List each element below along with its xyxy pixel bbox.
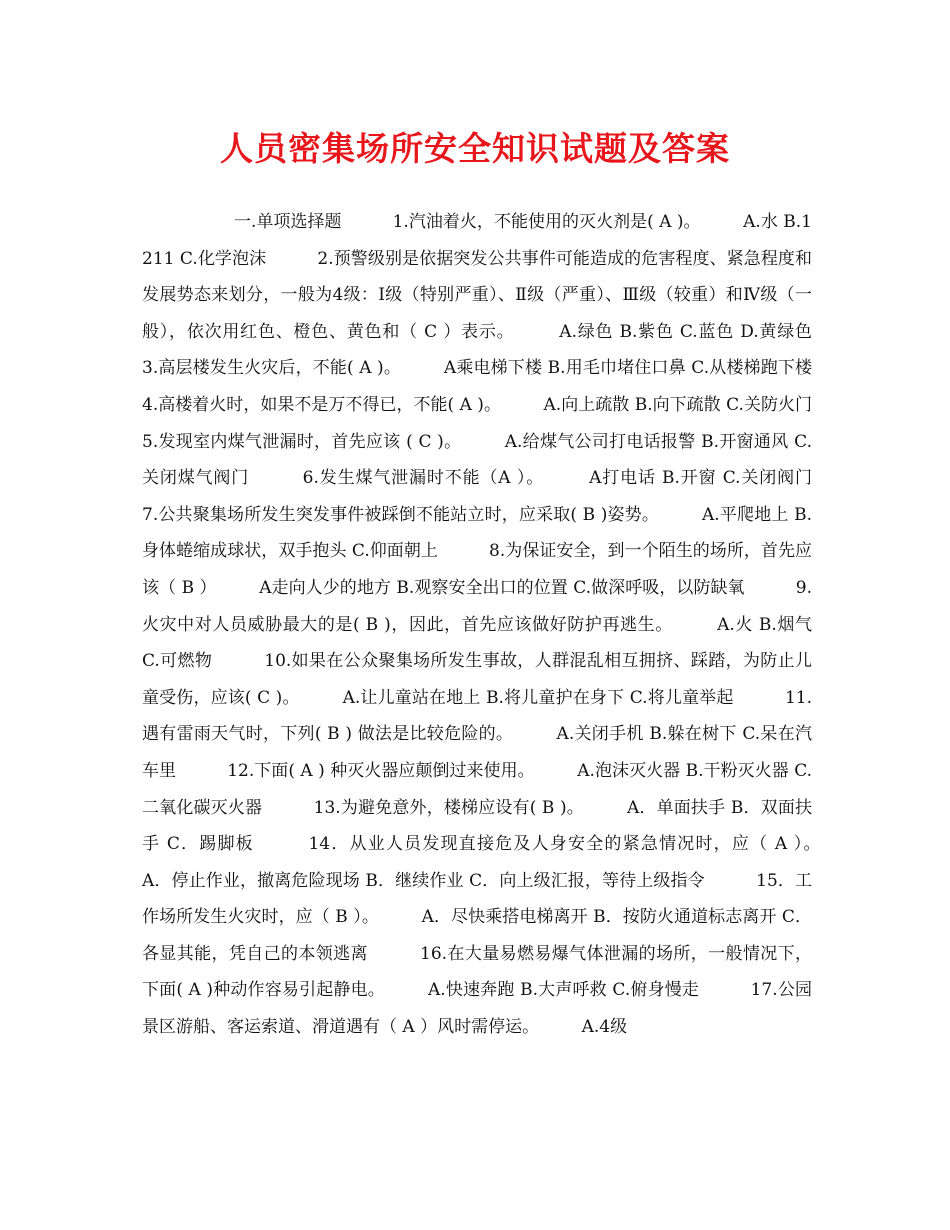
document-title: 人员密集场所安全知识试题及答案: [220, 129, 730, 168]
document-body-text: 一.单项选择题 1.汽油着火，不能使用的灭火剂是( A )。 A.水 B.1211 C.化学泡沫 2.预警级别是依据突发公共事件可能造成的危害程度、紧急程度和发展势态来划分，一般为4级：Ⅰ级（特别严重）、Ⅱ级（严重）、Ⅲ级（较重）和Ⅳ级（一般），依次用红色、橙色、黄色和（ C ）表示。 A.绿色 B.紫色 C.蓝色 D.黄绿色 3.高层楼发生火灾后，不能( A )。 A乘电梯下楼 B.用毛巾堵住口鼻 C.从楼梯跑下楼 4.高楼着火时，如果不是万不得已，不能( A )。 A.向上疏散 B.向下疏散 C.关防火门 5.发现室内煤气泄漏时，首先应该 ( C )。 A.给煤气公司打电话报警 B.开窗通风 C.关闭煤气阀门 6.发生煤气泄漏时不能（A ）。 A打电话 B.开窗 C.关闭阀门 7.公共聚集场所发生突发事件被踩倒不能站立时，应采取( B )姿势。 A.平爬地上 B.身体蜷缩成球状，双手抱头 C.仰面朝上 8.为保证安全，到一个陌生的场所，首先应该（ B ） A走向人少的地方 B.观察安全出口的位置 C.做深呼吸，以防缺氧 9.火灾中对人员威胁最大的是( B )，因此，首先应该做好防护再逃生。 A.火 B.烟气 C.可燃物 10.如果在公众聚集场所发生事故，人群混乱相互拥挤、踩踏，为防止儿童受伤，应该( C )。 A.让儿童站在地上 B.将儿童护在身下 C.将儿童举起 11.遇有雷雨天气时，下列( B ) 做法是比较危险的。 A.关闭手机 B.躲在树下 C.呆在汽车里 12.下面( A ) 种灭火器应颠倒过来使用。 A.泡沫灭火器 B.干粉灭火器 C.二氧化碳灭火器 13.为避免意外，楼梯应设有( B )。 A．单面扶手 B．双面扶手 C．踢脚板 14．从业人员发现直接危及人身安全的紧急情况时，应（ A ）。 A．停止作业，撤离危险现场 B．继续作业 C．向上级汇报，等待上级指令 15．工作场所发生火灾时，应（ B ）。 A．尽快乘搭电梯离开 B．按防火通道标志离开 C．各显其能，凭自己的本领逃离 16.在大量易燃易爆气体泄漏的场所，一般情况下，下面( A )种动作容易引起静电。 A.快速奔跑 B.大声呼救 C.俯身慢走 17.公园景区游船、客运索道、滑道遇有（ A ）风时需停运。 A.4级: [142, 212, 863, 1038]
